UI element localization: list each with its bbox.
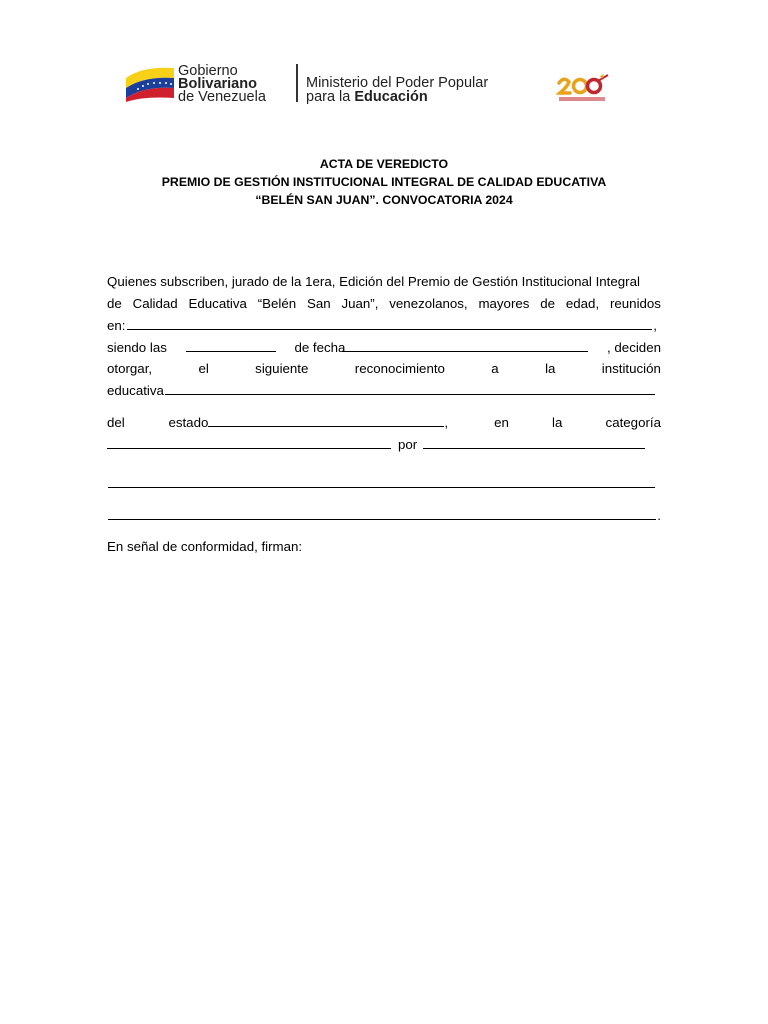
ministry-line-1: Ministerio del Poder Popular — [306, 75, 489, 91]
punctuation: . — [657, 508, 661, 524]
word: Educativa — [188, 295, 247, 311]
word: reunidos — [609, 295, 661, 311]
word: la — [552, 415, 563, 431]
state-label: del estado — [107, 415, 209, 431]
word: “Belén — [257, 295, 297, 311]
reason-blank-line-2[interactable] — [108, 475, 655, 488]
word: categoría — [605, 415, 661, 431]
punctuation: , — [653, 318, 657, 334]
gov-line-3: de Venezuela — [178, 89, 266, 105]
closing-line — [107, 539, 661, 561]
word: Juan”, — [341, 295, 379, 311]
reason-blank[interactable] — [423, 436, 645, 449]
body-line-5 — [107, 361, 661, 383]
body-text: Quienes subscriben, jurado de la 1era, Edición del Premio de Gestión Institucional Integral — [107, 274, 640, 289]
title-line-1: ACTA DE VEREDICTO — [319, 157, 449, 171]
institution-label: educativa — [107, 383, 164, 399]
government-name — [178, 65, 266, 104]
gov-line-1: Gobierno — [178, 63, 238, 79]
word: mayores — [478, 295, 530, 311]
por-label: por — [398, 436, 418, 452]
word: Calidad — [132, 295, 178, 311]
body-line-6 — [107, 382, 661, 404]
body-line-2 — [107, 296, 661, 318]
date-label: de fecha — [294, 340, 346, 356]
ministry-line-2-bold: Educación — [354, 89, 428, 105]
venezuela-flag-icon — [124, 64, 176, 102]
body-line-4 — [107, 339, 661, 361]
word: reconocimiento — [354, 360, 445, 376]
word: el — [198, 360, 209, 376]
location-blank[interactable] — [127, 317, 653, 330]
title-line-2: PREMIO DE GESTIÓN INSTITUCIONAL INTEGRAL DE CALIDAD EDUCATIVA — [161, 175, 607, 189]
word: otorgar, — [107, 360, 153, 376]
document-body — [107, 274, 661, 561]
document-title — [0, 155, 768, 209]
word: institución — [601, 360, 661, 376]
word: en — [494, 415, 509, 431]
body-line-8 — [107, 436, 661, 458]
body-line-1 — [107, 274, 661, 296]
time-blank[interactable] — [186, 339, 276, 352]
category-blank[interactable] — [107, 436, 391, 449]
state-blank[interactable] — [208, 414, 444, 427]
body-line-10 — [107, 507, 661, 529]
word: siguiente — [255, 360, 309, 376]
location-label: en: — [107, 318, 126, 334]
ministry-line-2-prefix: para la — [306, 89, 351, 105]
decide-text: , deciden — [607, 340, 661, 356]
word: edad, — [565, 295, 600, 311]
date-blank[interactable] — [342, 339, 588, 352]
word: venezolanos, — [389, 295, 468, 311]
punctuation: , — [444, 415, 449, 431]
institution-blank[interactable] — [165, 382, 655, 395]
time-label: siendo las — [107, 340, 167, 356]
word: de — [107, 295, 122, 311]
word: la — [545, 360, 556, 376]
word: San — [306, 295, 331, 311]
letterhead — [124, 58, 614, 108]
closing-text: En señal de conformidad, firman: — [107, 538, 303, 554]
logo-divider — [296, 64, 298, 102]
title-line-3: “BELÉN SAN JUAN”. CONVOCATORIA 2024 — [255, 193, 513, 207]
body-line-3 — [107, 317, 661, 339]
ministry-name — [306, 76, 488, 104]
body-line-7 — [107, 414, 661, 436]
reason-blank-line-3[interactable] — [108, 507, 656, 520]
word: a — [491, 360, 499, 376]
bicentennial-logo-icon — [556, 73, 612, 105]
word: de — [540, 295, 556, 311]
body-line-9 — [107, 475, 661, 497]
gov-line-2: Bolivariano — [178, 76, 257, 92]
